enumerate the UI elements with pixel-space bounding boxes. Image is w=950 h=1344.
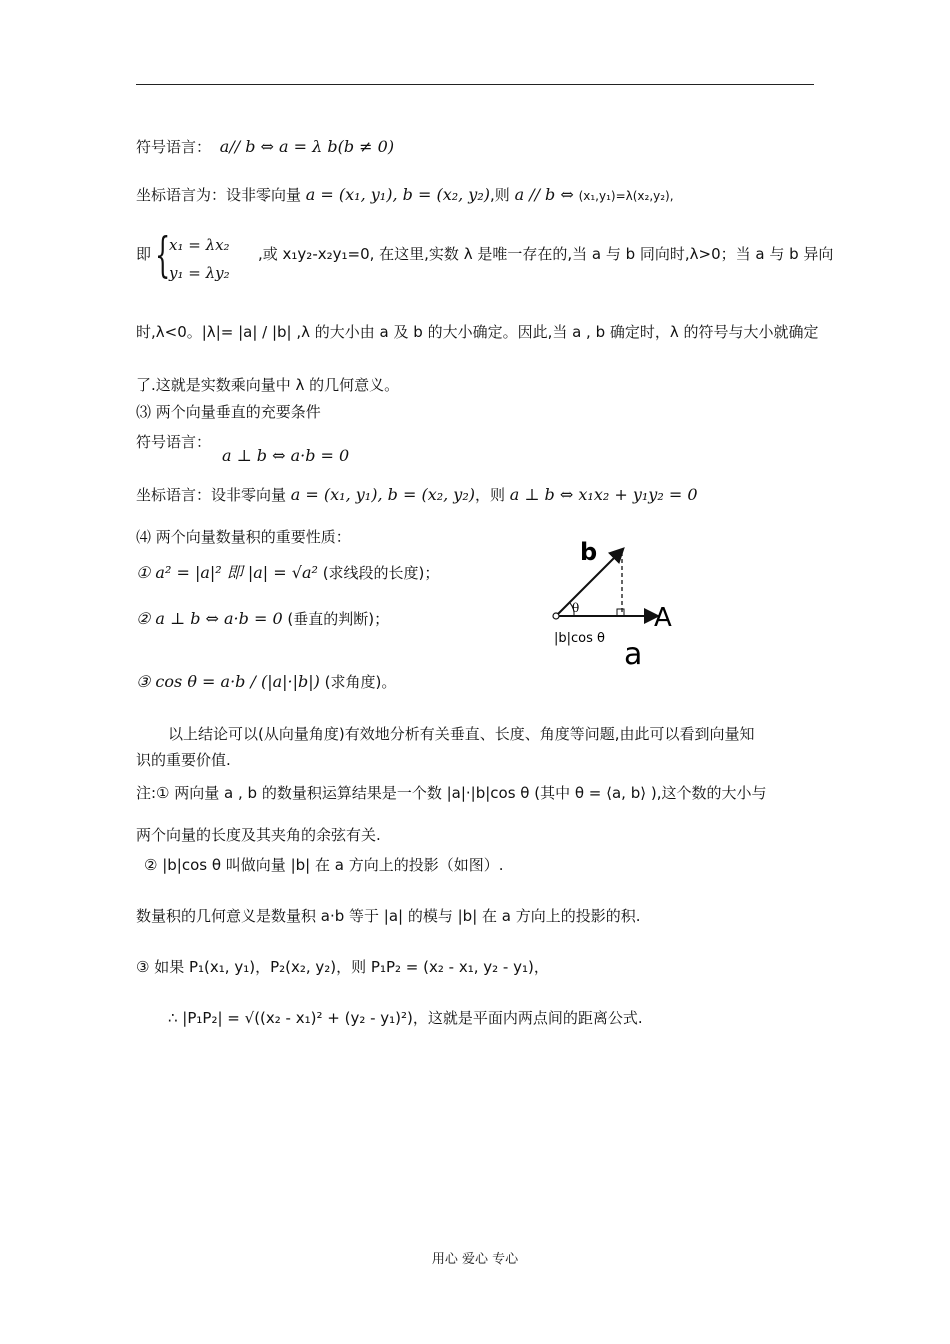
formula: ③ cos θ = a·b / (|a|·|b|): [136, 672, 320, 691]
line-perp-symbol: [136, 432, 211, 452]
geometric-meaning-line: [136, 906, 641, 926]
line-prefix: [136, 244, 151, 264]
text: 了.这就是实数乘向量中 λ 的几何意义。: [136, 376, 400, 394]
projection-figure: [544, 532, 684, 672]
label: 符号语言：: [136, 138, 212, 156]
origin-point: [553, 613, 559, 619]
header-rule: [136, 84, 814, 85]
note-2: [144, 855, 503, 875]
note: (求角度)。: [324, 673, 397, 691]
formula: a = (x₁, y₁), b = (x₂, y₂): [305, 185, 490, 204]
property-2: [136, 609, 389, 629]
text: ⑶ 两个向量垂直的充要条件: [136, 403, 321, 421]
label-a: a: [624, 637, 643, 672]
text: ② |b|cos θ 叫做向量 |b| 在 a 方向上的投影（如图）.: [144, 856, 504, 874]
equation-2: y₁ = λy₂: [169, 264, 230, 282]
heading-properties: [136, 527, 351, 547]
line-parallel-symbol: [136, 137, 394, 157]
formula: a ⊥ b ⇔ a·b = 0: [222, 446, 350, 465]
line-parallel-coord: [136, 185, 674, 206]
text: 两个向量的长度及其夹角的余弦有关.: [136, 826, 381, 844]
right-angle-mark: [617, 609, 624, 616]
text: 注:① 两向量 a , b 的数量积运算结果是一个数 |a|·|b|cos θ (其中 θ = ⟨a, b⟩ ),这个数的大小与: [136, 784, 767, 802]
formula: a // b ⇔: [514, 185, 574, 204]
label: 坐标语言为：设非零向量: [136, 186, 302, 204]
distance-formula: [168, 1008, 643, 1028]
equation-1: x₁ = λx₂: [169, 236, 230, 254]
line-perp-coord: [136, 485, 698, 505]
text: 数量积的几何意义是数量积 a·b 等于 |a| 的模与 |b| 在 a 方向上的投影的积.: [136, 907, 641, 925]
label-A: A: [654, 603, 672, 633]
text: ∴ |P₁P₂| = √((x₂ - x₁)² + (y₂ - y₁)²)，这就是平面内两点间的距离公式.: [168, 1009, 643, 1027]
paragraph-1: [168, 724, 754, 744]
formula: ② a ⊥ b ⇔ a·b = 0: [136, 609, 283, 628]
text: ,则: [490, 186, 510, 204]
note-3: [136, 957, 549, 977]
text: ,或 x₁y₂-x₂y₁=0, 在这里,实数 λ 是唯一存在的,当 a 与 b 同向时,λ>0；当 a 与 b 异向: [258, 245, 834, 263]
note: (垂直的判断)；: [287, 610, 390, 628]
brace: {: [155, 227, 171, 283]
text: ⑷ 两个向量数量积的重要性质：: [136, 528, 351, 546]
text: ，则: [475, 486, 506, 504]
text: 时,λ<0。|λ|= |a| / |b| ,λ 的大小由 a 及 b 的大小确定。因此,当 a , b 确定时，λ 的符号与大小就确定: [136, 323, 819, 341]
text: 以上结论可以(从向量角度)有效地分析有关垂直、长度、角度等问题,由此可以看到向量知: [168, 725, 755, 743]
formula: ① a² = |a|² 即 |a| = √a²: [136, 563, 318, 582]
line-perp-symbol-math: [222, 446, 349, 466]
footer: 用心 爱心 专心: [431, 1252, 519, 1267]
label-projection: |b|cos θ: [554, 631, 605, 646]
note-1-cont: [136, 825, 381, 845]
paragraph-1-cont: [136, 750, 231, 770]
label: 符号语言：: [136, 433, 212, 451]
theta-label: θ: [572, 601, 580, 615]
text: ③ 如果 P₁(x₁, y₁)，P₂(x₂, y₂)，则 P₁P₂ = (x₂ - x₁, y₂ - y₁)，: [136, 958, 549, 976]
note: (求线段的长度)；: [322, 564, 440, 582]
formula: a ⊥ b ⇔ x₁x₂ + y₁y₂ = 0: [509, 485, 698, 504]
formula: (x₁,y₁)=λ(x₂,y₂),: [578, 189, 674, 203]
line-lambda-size: [136, 322, 819, 342]
text: 识的重要价值.: [136, 751, 231, 769]
label: 坐标语言：设非零向量: [136, 486, 287, 504]
line-geometric-meaning: [136, 375, 399, 395]
text: 即: [136, 245, 152, 263]
formula: a = (x₁, y₁), b = (x₂, y₂): [290, 485, 475, 504]
formula: a// b ⇔ a = λ b(b ≠ 0): [219, 137, 395, 156]
property-1: [136, 563, 439, 583]
equation-system: [155, 227, 255, 286]
property-3: [136, 672, 396, 692]
label-b: b: [580, 538, 598, 566]
note-1: [136, 783, 767, 803]
line-lambda: [258, 244, 833, 264]
heading-perpendicular: [136, 402, 321, 422]
